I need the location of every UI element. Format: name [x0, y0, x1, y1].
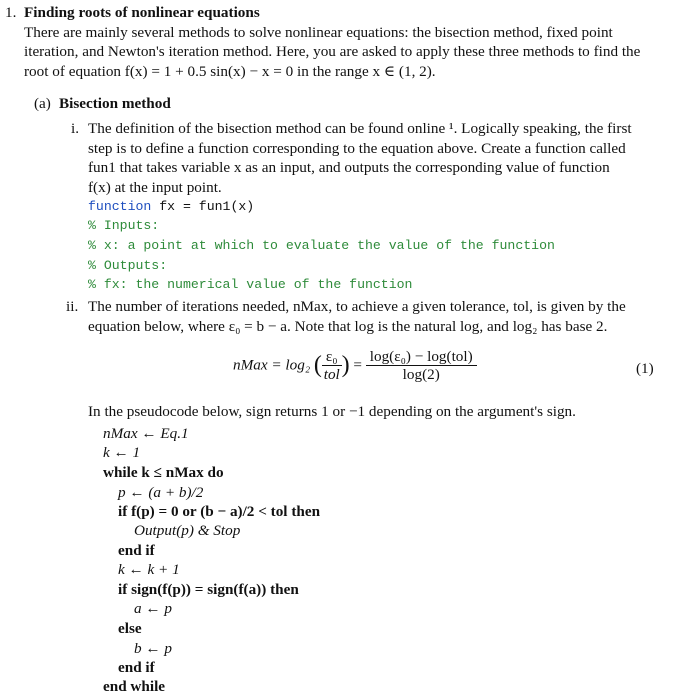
fraction-denominator: tol: [323, 366, 340, 383]
subsection-title: Bisection method: [59, 95, 171, 112]
code-comment: % fx: the numerical value of the function: [88, 277, 413, 292]
code-comment: % Inputs:: [88, 218, 160, 233]
section-number: 1.: [5, 4, 17, 21]
item-line: step is to define a function corresponding to the equation above. Create a function called: [88, 140, 626, 157]
pseudocode-intro: In the pseudocode below, sign returns 1 or −1 depending on the argument's sign.: [88, 403, 576, 420]
intro-line: There are mainly several methods to solve nonlinear equations: the bisection method, fixed point: [24, 24, 613, 41]
equation-lhs: nMax = log₂: [233, 356, 311, 374]
item-line: equation below, where ε₀ = b − a. Note that log is the natural log, and log₂ has base 2.: [88, 318, 608, 335]
algo-line: end while: [103, 678, 166, 695]
item-line: The number of iterations needed, nMax, to achieve a given tolerance, tol, is given by the: [88, 298, 626, 315]
intro-line: iteration, and Newton's iteration method. Here, you are asked to apply these three methods to find the: [24, 43, 641, 60]
item-label: ii.: [66, 298, 79, 315]
code-signature: fx = fun1(x): [151, 199, 255, 214]
item-label: i.: [71, 120, 80, 137]
equation: nMax = log₂ ( $\frac{\text{ε₀}}{\text{tol}}$ ) = $\frac{\text{log(ε₀) − log(tol)}}{\log(2)}$: [233, 348, 477, 383]
item-line: The definition of the bisection method can be found online ¹. Logically speaking, the first: [88, 120, 632, 137]
algo-line: a ← p: [134, 600, 172, 617]
algo-line: nMax ← Eq.1: [103, 425, 189, 442]
item-line: fun1 that takes variable x as an input, and outputs the corresponding value of function: [88, 159, 610, 176]
code-comment: % x: a point at which to evaluate the value of the function: [88, 238, 555, 253]
algo-line: if sign(f(p)) = sign(f(a)) then: [118, 581, 299, 598]
algo-line: k ← 1: [103, 444, 141, 461]
algo-line: p ← (a + b)/2: [118, 484, 204, 501]
fraction-denominator: log(2): [402, 366, 440, 383]
code-line: [88, 199, 254, 214]
fraction-eps-over-tol: [322, 348, 342, 383]
fraction-numerator: log(ε₀) − log(tol): [366, 348, 477, 366]
algo-line: b ← p: [134, 640, 172, 657]
algo-line: while k ≤ nMax do: [103, 464, 224, 481]
code-comment: % Outputs:: [88, 258, 168, 273]
algo-line: else: [118, 620, 142, 637]
subsection-label: (a): [34, 95, 51, 112]
algo-line: Output(p) & Stop: [134, 522, 241, 539]
algo-line: end if: [118, 542, 155, 559]
item-line: f(x) at the input point.: [88, 179, 222, 196]
algo-line: end if: [118, 659, 155, 676]
algo-line: if f(p) = 0 or (b − a)/2 < tol then: [118, 503, 321, 520]
section-title: Finding roots of nonlinear equations: [24, 4, 260, 21]
code-keyword: function: [88, 199, 152, 214]
equation-equals: =: [353, 356, 362, 374]
equation-number: (1): [636, 360, 654, 377]
fraction-log-ratio: [366, 348, 477, 383]
intro-line: root of equation f(x) = 1 + 0.5 sin(x) − x = 0 in the range x ∈ (1, 2).: [24, 63, 436, 80]
fraction-numerator: ε₀: [322, 348, 342, 366]
algo-line: k ← k + 1: [118, 561, 180, 578]
